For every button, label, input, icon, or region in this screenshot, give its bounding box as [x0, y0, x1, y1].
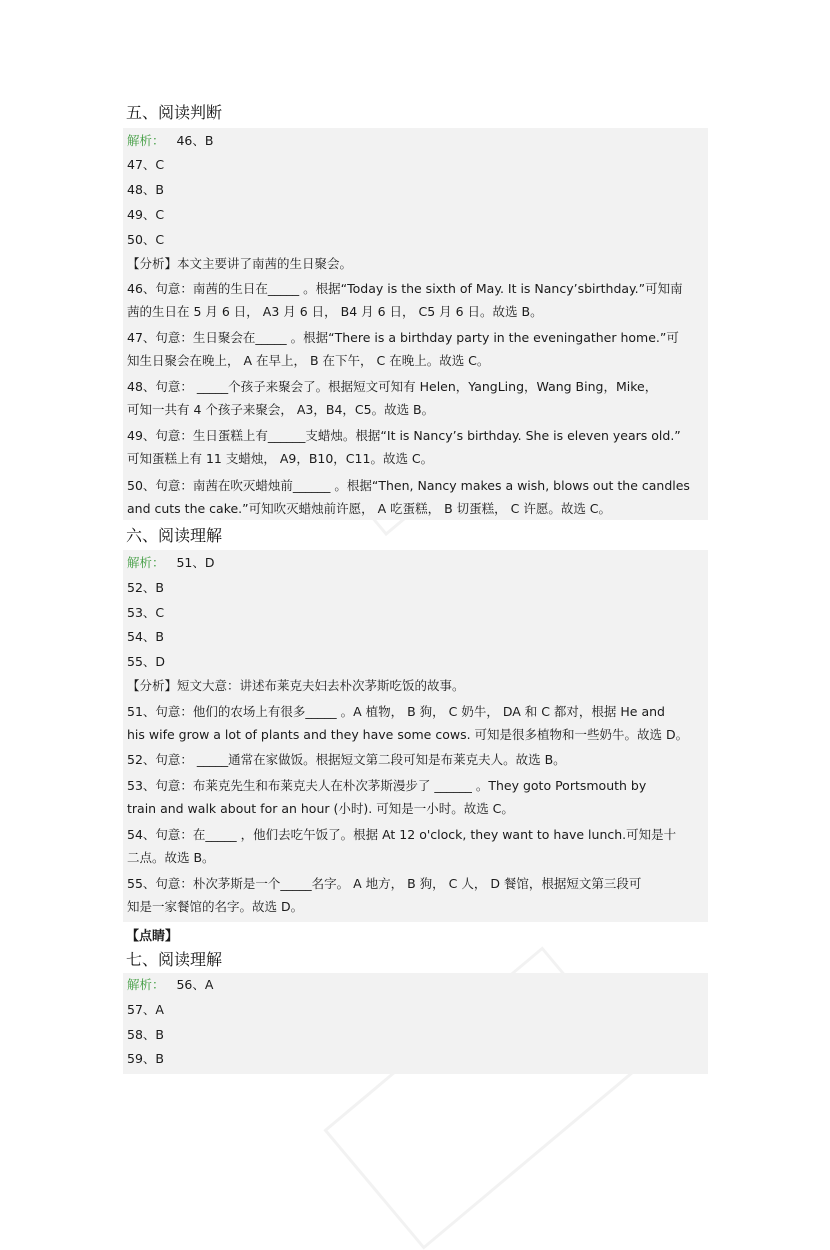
explanation-line: 知生日聚会在晚上， A 在早上， B 在下午， C 在晚上。故选 C。	[127, 353, 490, 368]
explanation-line: 50、句意：南茜在吹灭蜡烛前______ 。根据“Then, Nancy makes a wish, blows out the candles	[127, 478, 690, 493]
answer-box-5	[123, 128, 708, 520]
analysis-summary: 【分析】短文大意：讲述布莱克夫妇去朴次茅斯吃饭的故事。	[127, 678, 465, 693]
answer-line	[127, 555, 702, 571]
explanation-line: 53、句意：布莱克先生和布莱克夫人在朴次茅斯漫步了 ______ 。They goto Portsmouth by	[127, 778, 647, 793]
answer-item: 50、C	[127, 232, 165, 247]
answer-item: 59、B	[127, 1051, 164, 1066]
answer-item: 58、B	[127, 1027, 164, 1042]
answer-item: 48、B	[127, 182, 164, 197]
explanation-line: 47、句意：生日聚会在_____ 。根据“There is a birthday party in the eveningather home.”可	[127, 330, 679, 345]
jiexi-label: 解析：	[127, 133, 165, 148]
explanation-line: 46、句意：南茜的生日在_____ 。根据“Today is the sixth of May. It is Nancy’sbirthday.”可知南	[127, 281, 683, 296]
answer-line	[127, 977, 702, 993]
explanation-line: 55、句意：朴次茅斯是一个_____名字。 A 地方， B 狗， C 人， D 餐馆，根据短文第三段可	[127, 876, 642, 891]
explanation-line: 52、句意： _____通常在家做饭。根据短文第二段可知是布莱克夫人。故选 B。	[127, 752, 566, 767]
explanation-line: his wife grow a lot of plants and they have some cows. 可知是很多植物和一些奶牛。故选 D。	[127, 727, 689, 742]
analysis-summary: 【分析】本文主要讲了南茜的生日聚会。	[127, 256, 353, 271]
answer-item: 49、C	[127, 207, 165, 222]
explanation-line: train and walk about for an hour (小时). 可知是一小时。故选 C。	[127, 801, 514, 816]
answer-item: 56、A	[176, 977, 214, 992]
explanation-line: 知是一家餐馆的名字。故选 D。	[127, 899, 304, 914]
jiexi-label: 解析：	[127, 555, 165, 570]
explanation-line: 48、句意： _____个孩子来聚会了。根据短文可知有 Helen，YangLing，Wang Bing，Mike，	[127, 379, 658, 394]
explanation-line: 49、句意：生日蛋糕上有______支蜡烛。根据“It is Nancy’s birthday. She is eleven years old.”	[127, 428, 681, 443]
answer-item: 47、C	[127, 157, 165, 172]
explanation-line: 54、句意：在_____ ，他们去吃午饭了。根据 At 12 o'clock, they want to have lunch.可知是十	[127, 827, 677, 842]
answer-line	[127, 133, 702, 149]
answer-item: 55、D	[127, 654, 166, 669]
explanation-line: 51、句意：他们的农场上有很多_____ 。A 植物， B 狗， C 奶牛， DA 和 C 都对，根据 He and	[127, 704, 665, 719]
answer-box-6	[123, 550, 708, 922]
dianjing-heading: 【点睛】	[126, 929, 179, 944]
explanation-line: and cuts the cake.”可知吹灭蜡烛前许愿， A 吃蛋糕， B 切蛋糕， C 许愿。故选 C。	[127, 501, 612, 516]
explanation-line: 可知一共有 4 个孩子来聚会， A3，B4，C5。故选 B。	[127, 402, 435, 417]
answer-item: 53、C	[127, 605, 165, 620]
section-title-5: 五、阅读判断	[126, 103, 223, 122]
explanation-line: 可知蛋糕上有 11 支蜡烛， A9，B10，C11。故选 C。	[127, 451, 434, 466]
section-title-7: 七、阅读理解	[126, 950, 223, 969]
jiexi-label: 解析：	[127, 977, 165, 992]
explanation-line: 二点。故选 B。	[127, 850, 215, 865]
section-title-6: 六、阅读理解	[126, 526, 223, 545]
answer-item: 52、B	[127, 580, 164, 595]
answer-item: 54、B	[127, 629, 164, 644]
answer-item: 46、B	[176, 133, 214, 148]
answer-box-7	[123, 973, 708, 1074]
explanation-line: 茜的生日在 5 月 6 日， A3 月 6 日， B4 月 6 日， C5 月 6 日。故选 B。	[127, 304, 543, 319]
answer-item: 57、A	[127, 1002, 164, 1017]
answer-item: 51、D	[176, 555, 215, 570]
